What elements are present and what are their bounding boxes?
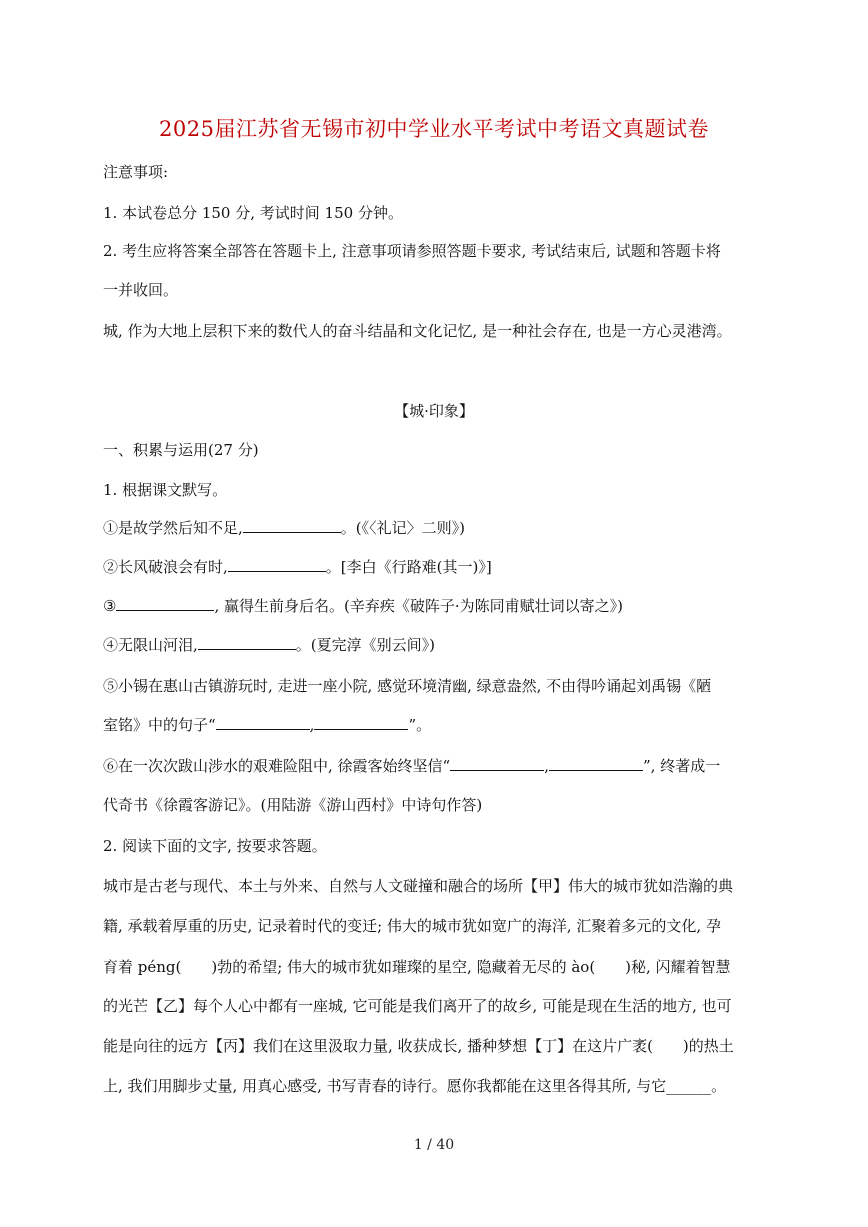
item-4-text-a: ④无限山河泪, <box>103 636 198 654</box>
page-title: 2025届江苏省无锡市初中学业水平考试中考语文真题试卷 <box>159 117 709 141</box>
question-1-item-5-line-2 <box>103 715 773 735</box>
question-1-item-2 <box>103 557 773 577</box>
item-5-text-b: , <box>309 716 315 734</box>
passage-line-2: 籍, 承载着厚重的历史, 记录着时代的变迁; 伟大的城市犹如宽广的海洋, 汇聚着多元的文化, 孕 <box>103 917 721 935</box>
notice-item-2-line-1: 2. 考生应将答案全部答在答题卡上, 注意事项请参照答题卡要求, 考试结束后, 试题和答题卡将 <box>103 242 721 260</box>
item-1-text-b: 。(《〈礼记〉二则》) <box>340 519 465 537</box>
answer-blank[interactable] <box>228 557 326 572</box>
intro-paragraph: 城, 作为大地上层积下来的数代人的奋斗结晶和文化记忆, 是一种社会存在, 也是一方心灵港湾。 <box>103 322 732 340</box>
page-number: 1 / 40 <box>413 1137 455 1153</box>
part-1-heading: 一、积累与运用(27 分) <box>103 441 259 459</box>
answer-blank[interactable] <box>198 635 296 650</box>
item-3-text-b: , 赢得生前身后名。(辛弃疾《破阵子·为陈同甫赋壮词以寄之》) <box>214 597 623 615</box>
section-title: 【城·印象】 <box>394 402 474 420</box>
question-1-heading: 1. 根据课文默写。 <box>103 481 228 499</box>
question-2-heading: 2. 阅读下面的文字, 按要求答题。 <box>103 837 327 855</box>
item-5-text-a: 室铭》中的句子“ <box>103 716 216 734</box>
item-6-text-b: , <box>544 757 549 775</box>
item-5-text-c: ”。 <box>408 716 432 734</box>
question-1-item-5-line-1: ⑤小锡在惠山古镇游玩时, 走进一座小院, 感觉环境清幽, 绿意盎然, 不由得吟诵起刘禹锡《陋 <box>103 677 712 695</box>
item-2-text-a: ②长风破浪会有时, <box>103 558 228 576</box>
item-4-text-b: 。(夏完淳《别云间》) <box>295 636 435 654</box>
question-1-item-6-line-2: 代奇书《徐霞客游记》。(用陆游《游山西村》中诗句作答) <box>103 796 483 814</box>
passage-line-4: 的光芒【乙】每个人心中都有一座城, 它可能是我们离开了的故乡, 可能是现在生活的地方, 也可 <box>103 997 732 1015</box>
item-6-text-a: ⑥在一次次跋山涉水的艰难险阻中, 徐霞客始终坚信“ <box>103 757 451 775</box>
answer-blank[interactable] <box>243 518 341 533</box>
item-1-text-a: ①是故学然后知不足, <box>103 519 243 537</box>
answer-blank[interactable] <box>450 756 544 771</box>
answer-blank[interactable] <box>549 756 643 771</box>
question-1-item-1 <box>103 518 773 538</box>
passage-line-5: 能是向往的远方【丙】我们在这里汲取力量, 收获成长, 播种梦想【丁】在这片广袤( )的热土 <box>103 1037 734 1055</box>
question-1-item-4 <box>103 635 773 655</box>
notice-item-1: 1. 本试卷总分 150 分, 考试时间 150 分钟。 <box>103 204 403 222</box>
answer-blank[interactable] <box>116 596 214 611</box>
answer-blank[interactable] <box>314 715 408 730</box>
item-2-text-b: 。[李白《行路难(其一)》] <box>325 558 492 576</box>
passage-line-1: 城市是古老与现代、本土与外来、自然与人文碰撞和融合的场所【甲】伟大的城市犹如浩瀚的典 <box>103 877 734 895</box>
passage-line-6: 上, 我们用脚步丈量, 用真心感受, 书写青春的诗行。愿你我都能在这里各得其所, 与它______。 <box>103 1077 727 1095</box>
item-3-text-a: ③ <box>103 597 117 615</box>
item-6-text-c: ”, 终著成一 <box>643 757 721 775</box>
notice-heading: 注意事项: <box>103 163 169 181</box>
question-1-item-6-line-1 <box>103 756 773 776</box>
question-1-item-3 <box>103 596 773 616</box>
notice-item-2-line-2: 一并收回。 <box>103 281 179 299</box>
passage-line-3: 育着 péng( )勃的希望; 伟大的城市犹如璀璨的星空, 隐藏着无尽的 ào( )秘, 闪耀着智慧 <box>103 958 731 976</box>
answer-blank[interactable] <box>216 715 310 730</box>
